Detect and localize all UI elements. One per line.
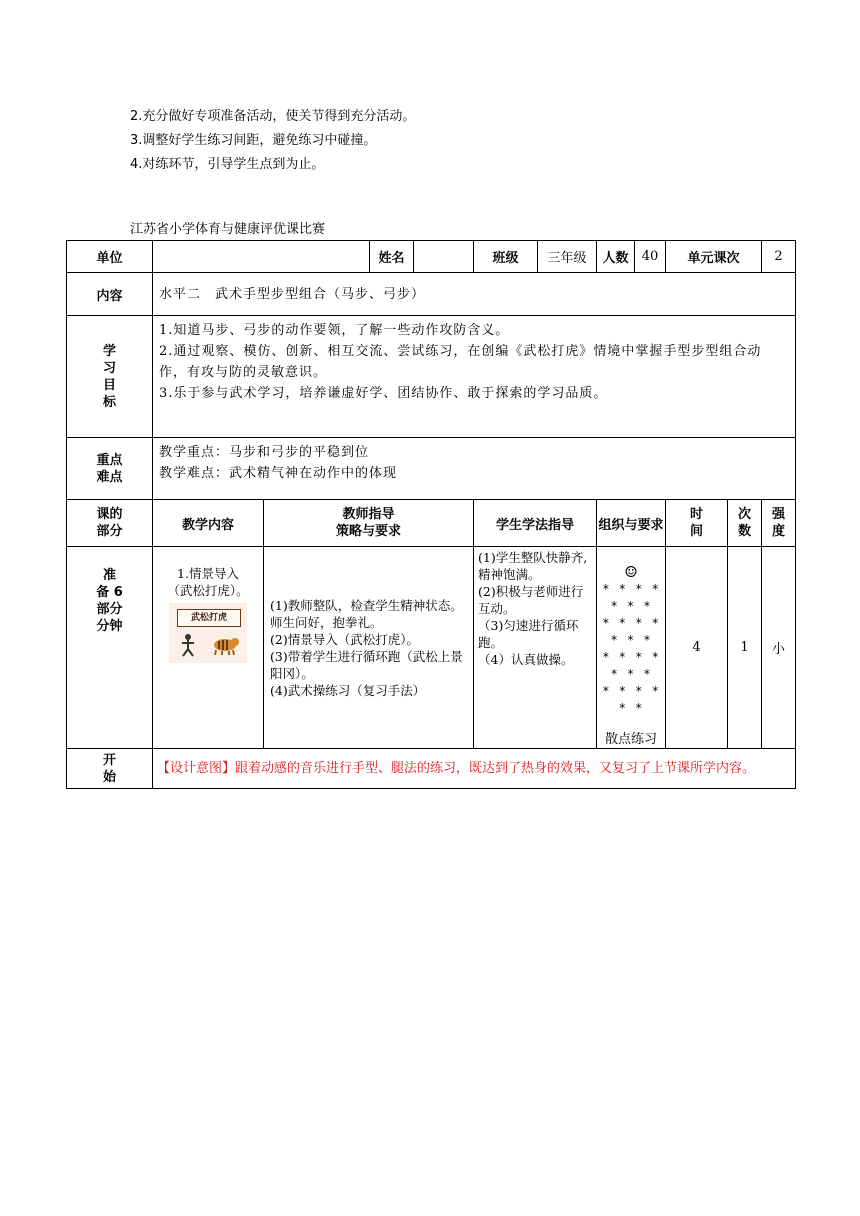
note-line: 2.充分做好专项准备活动，使关节得到充分活动。 [130,109,416,124]
content-row [67,273,796,316]
class-value: 三年级 [538,241,597,273]
col-teacher: 教师指导 策略与要求 [264,500,474,547]
prep-part: 准 备 6 部分 分钟 [67,547,153,749]
smiley-icon: ☺ [624,563,638,581]
key-points-label: 重点 难点 [67,438,153,500]
col-intensity: 强 度 [762,500,796,547]
wusong-tiger-picture [169,603,247,663]
preparation-notes [130,105,415,177]
competition-caption: 江苏省小学体育与健康评优课比赛 [130,222,326,237]
key-point-item: 教学难点：武术精气神在动作中的体现 [159,466,398,481]
prep-time: 4 [666,547,728,749]
objective-item: 3.乐于参与武术学习，培养谦虚好学、团结协作、敢于探索的学习品质。 [159,386,608,401]
design-part: 开 始 [67,749,153,789]
col-organization: 组织与要求 [597,500,666,547]
class-label: 班级 [474,241,538,273]
prep-organization [597,547,666,749]
unit-label: 单位 [67,241,153,273]
lesson-number-label: 单元课次 [666,241,762,273]
unit-value [153,241,370,273]
column-header-row [67,500,796,547]
key-points-row [67,438,796,500]
col-content: 教学内容 [153,500,264,547]
preparation-row [67,547,796,749]
lesson-number-value: 2 [762,241,796,273]
prep-student: (1)学生整队快静齐,精神饱满。 (2)积极与老师进行互动。 （3)匀速进行循环跑。 （4）认真做操。 [474,547,597,749]
col-part: 课的 部分 [67,500,153,547]
count-label: 人数 [597,241,635,273]
formation-caption: 散点练习 [605,732,658,747]
tiger-figure-icon [211,635,239,655]
prep-times: 1 [728,547,762,749]
design-intent-text: 【设计意图】跟着动感的音乐进行手型、腿法的练习，既达到了热身的效果，又复习了上节课所学内容。 [153,749,796,789]
note-line: 3.调整好学生练习间距，避免练习中碰撞。 [130,133,377,148]
objective-item: 2.通过观察、模仿、创新、相互交流、尝试练习，在创编《武松打虎》情境中掌握手型步型组合动作，有攻与防的灵敏意识。 [159,344,762,380]
col-student: 学生学法指导 [474,500,597,547]
name-label: 姓名 [370,241,414,273]
key-point-item: 教学重点：马步和弓步的平稳到位 [159,445,370,460]
content-value: 水平二 武术手型步型组合（马步、弓步） [153,273,796,316]
objectives-label: 学 习 目 标 [67,316,153,438]
objectives-list [153,316,796,438]
content-label: 内容 [67,273,153,316]
prep-teacher: (1)教师整队，检查学生精神状态。师生问好，抱拳礼。 (2)情景导入（武松打虎）。 (3)带着学生进行循环跑（武松上景阳冈）。 (4)武术操练习（复习手法） [264,547,474,749]
formation-stars: * * * * * * * * * * * * * * * * * * * * * * * * * * * [602,582,660,715]
lesson-plan-table [66,240,796,789]
scroll-banner: 武松打虎 [177,609,241,627]
wusong-figure-icon [179,633,197,657]
header-row [67,241,796,273]
prep-intensity: 小 [762,547,796,749]
design-intent-row [67,749,796,789]
objectives-row [67,316,796,438]
prep-content: 1.情景导入 （武松打虎）。 武松打虎 [153,547,264,749]
objective-item: 1.知道马步、弓步的动作要领，了解一些动作攻防含义。 [159,323,510,338]
note-line: 4.对练环节，引导学生点到为止。 [130,157,325,172]
col-time: 时 间 [666,500,728,547]
key-points-list [153,438,796,500]
col-times: 次 数 [728,500,762,547]
name-value [414,241,474,273]
count-value: 40 [635,241,666,273]
